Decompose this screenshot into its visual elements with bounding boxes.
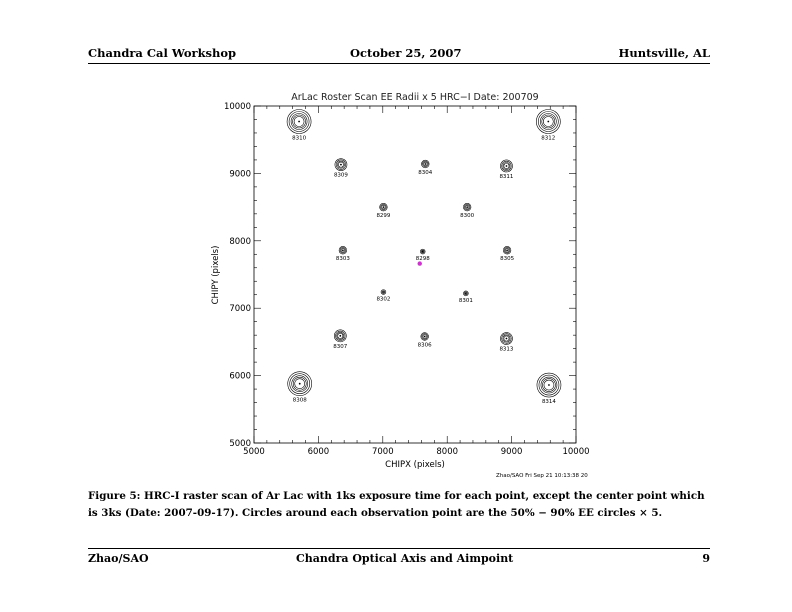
y-tick-label: 9000: [229, 169, 251, 180]
footer-rule: [88, 548, 710, 549]
point-label: 8312: [541, 135, 556, 142]
header-center: October 25, 2007: [350, 46, 462, 60]
header-right: Huntsville, AL: [618, 46, 710, 60]
point-label: 8308: [292, 397, 307, 404]
point-center: [506, 165, 508, 167]
observation-point: [418, 333, 432, 349]
x-tick-label: 10000: [562, 447, 590, 457]
point-label: 8304: [418, 169, 433, 176]
observation-point: [336, 246, 350, 262]
point-center: [424, 336, 426, 338]
point-label: 8305: [500, 256, 515, 263]
point-center: [340, 164, 342, 166]
observation-point: [537, 373, 561, 405]
point-label: 8314: [541, 399, 556, 406]
observation-point: [333, 330, 347, 350]
point-center: [422, 251, 424, 253]
observation-point: [288, 372, 312, 404]
page-footer: [88, 552, 710, 568]
point-label: 8306: [417, 342, 432, 349]
point-center: [506, 338, 508, 340]
x-tick-label: 8000: [436, 447, 459, 457]
point-center: [424, 163, 426, 165]
observation-point: [500, 246, 514, 262]
x-tick-label: 6000: [307, 447, 330, 457]
observation-point: [460, 203, 474, 219]
observation-point: [416, 249, 430, 266]
x-tick-label: 5000: [243, 447, 265, 457]
point-center: [383, 206, 385, 208]
y-tick-label: 7000: [229, 304, 251, 315]
point-label: 8307: [333, 343, 348, 350]
point-center: [383, 291, 385, 293]
point-center: [548, 384, 550, 386]
y-axis-label: CHIPY (pixels): [211, 245, 221, 305]
y-tick-label: 10000: [223, 102, 251, 112]
y-tick-label: 6000: [229, 371, 251, 382]
point-label: 8302: [376, 296, 391, 303]
header-left: Chandra Cal Workshop: [88, 46, 237, 60]
point-center: [342, 249, 344, 251]
plot-frame: [254, 106, 576, 443]
observation-point: [536, 110, 560, 142]
observation-point: [376, 203, 390, 219]
point-center: [298, 121, 300, 123]
point-label: 8300: [460, 212, 475, 219]
point-center: [506, 249, 508, 251]
observation-point: [418, 160, 432, 176]
x-tick-label: 7000: [371, 447, 394, 457]
center-marker: [418, 261, 422, 265]
y-tick-label: 5000: [229, 439, 251, 449]
observation-point: [499, 160, 513, 180]
point-center: [466, 206, 468, 208]
point-label: 8313: [499, 346, 514, 353]
point-center: [547, 121, 549, 123]
point-center: [299, 383, 301, 385]
point-label: 8299: [376, 212, 391, 219]
point-label: 8309: [333, 172, 348, 179]
footer-left: Zhao/SAO: [88, 552, 149, 565]
point-label: 8301: [458, 297, 473, 304]
x-tick-label: 9000: [500, 447, 523, 457]
figure-caption: Figure 5: HRC-I raster scan of Ar Lac with 1ks exposure time for each point, except the center point which is 3ks (Date: 2007-09-17). Circles around each observation point are the 50% − 90% EE circles × 5.: [88, 490, 705, 519]
chart-title: ArLac Roster Scan EE Radii x 5 HRC−I Date: 200709: [291, 92, 539, 103]
x-axis-label: CHIPX (pixels): [385, 460, 445, 470]
point-label: 8303: [335, 256, 350, 263]
observation-point: [459, 291, 473, 304]
observation-point: [334, 159, 348, 179]
point-label: 8298: [415, 255, 430, 262]
observation-point: [499, 333, 513, 353]
observation-point: [287, 110, 311, 142]
data-points: [287, 110, 561, 406]
footer-right: 9: [702, 552, 710, 565]
observation-point: [376, 290, 390, 303]
footer-center: Chandra Optical Axis and Aimpoint: [296, 552, 514, 565]
point-center: [339, 335, 341, 337]
plot-credit: Zhao/SAO Fri Sep 21 10:13:38 20: [496, 473, 588, 479]
point-label: 8311: [499, 173, 514, 180]
axis-ticks: [224, 102, 590, 457]
point-center: [465, 292, 467, 294]
y-tick-label: 8000: [229, 236, 251, 247]
point-label: 8310: [292, 135, 307, 142]
